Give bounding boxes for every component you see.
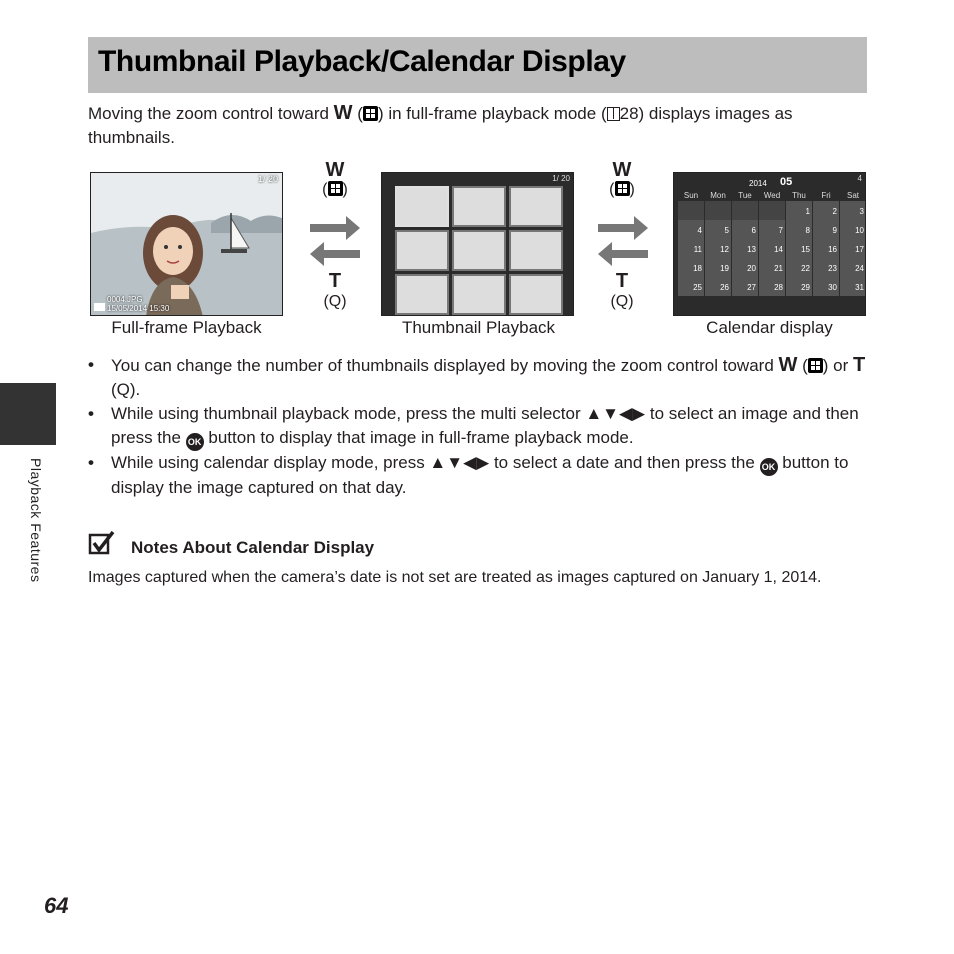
calendar-day[interactable]: 13	[732, 239, 758, 258]
bullet-list	[88, 353, 868, 500]
calendar-day[interactable]: 8	[786, 220, 812, 239]
t-symbol: T	[853, 354, 866, 376]
arrows-1	[308, 213, 362, 269]
bullet-2-text-2: button to display that image in full-frame playback mode.	[203, 428, 634, 447]
calendar-day[interactable]: 2	[813, 201, 839, 220]
calendar-day[interactable]: 24	[840, 258, 866, 277]
calendar-day[interactable]: 12	[705, 239, 731, 258]
intro-text-1: Moving the zoom control toward	[88, 104, 334, 123]
calendar-weekday: Fri	[821, 191, 831, 200]
t-sub: (Q)	[111, 380, 136, 399]
zoom-w-icon-1: ( )	[322, 181, 348, 198]
calendar-weekday: Tue	[738, 191, 752, 200]
calendar-day[interactable]: 9	[813, 220, 839, 239]
title-bar	[88, 37, 867, 93]
intro-text-2: in full-frame playback mode (	[383, 104, 607, 123]
calendar-day[interactable]: 20	[732, 258, 758, 277]
thumbnail-screen	[381, 172, 574, 316]
calendar-day[interactable]: 11	[678, 239, 704, 258]
calendar-day[interactable]: 10	[840, 220, 866, 239]
calendar-weekday: Mon	[710, 191, 726, 200]
calendar-day[interactable]: 26	[705, 277, 731, 296]
note-text: Images captured when the camera’s date is not set are treated as images captured on January 1, 2014.	[88, 569, 822, 586]
zoom-w-icon-2: ( )	[609, 181, 635, 198]
calendar-day[interactable]: 7	[759, 220, 785, 239]
bullet-3-text-2: button to display the image captured on that day.	[111, 453, 849, 497]
full-frame-screen	[90, 172, 283, 316]
calendar-day[interactable]: 31	[840, 277, 866, 296]
calendar-day[interactable]: 30	[813, 277, 839, 296]
calendar-day[interactable]: 25	[678, 277, 704, 296]
thumb-counter: 1/ 20	[552, 174, 570, 183]
calendar-day[interactable]: 29	[786, 277, 812, 296]
thumbnail[interactable]	[509, 274, 563, 315]
calendar-day[interactable]: 21	[759, 258, 785, 277]
calendar-day[interactable]: 22	[786, 258, 812, 277]
thumbnail[interactable]	[395, 186, 449, 227]
calendar-day[interactable]: 4	[678, 220, 704, 239]
thumbnail-icon	[328, 181, 343, 196]
calendar-weekday: Thu	[792, 191, 806, 200]
calendar-year: 2014	[749, 179, 767, 188]
w-symbol: W	[333, 102, 353, 124]
thumbnail[interactable]	[509, 230, 563, 271]
ok-icon: OK	[760, 458, 778, 476]
full-counter: 1/ 20	[257, 174, 278, 184]
thumbnail-icon	[615, 181, 630, 196]
bullet-1-text: You can change the number of thumbnails displayed by moving the zoom control toward	[111, 356, 779, 375]
bullet-1: • You can change the number of thumbnails displayed by moving the zoom control toward W ( ) or T (Q).	[88, 353, 868, 402]
zoom-w-label-1: W	[325, 159, 345, 181]
calendar-day[interactable]: 5	[705, 220, 731, 239]
calendar-day[interactable]: 3	[840, 201, 866, 220]
full-date: 15/05/2014 15:30	[107, 304, 170, 313]
calendar-caption: Calendar display	[706, 318, 833, 337]
checkmark-note-icon	[88, 531, 116, 557]
calendar-day[interactable]: 15	[786, 239, 812, 258]
thumbnail[interactable]	[395, 274, 449, 315]
calendar-day	[705, 201, 731, 220]
intro-paragraph: Moving the zoom control toward W ( ) in full-frame playback mode ( 28) displays images as thumbnails.	[88, 102, 793, 147]
page-title: Thumbnail Playback/Calendar Display	[98, 45, 626, 78]
calendar-day[interactable]: 17	[840, 239, 866, 258]
calendar-day[interactable]: 1	[786, 201, 812, 220]
thumbnail[interactable]	[509, 186, 563, 227]
calendar-count: 4	[857, 174, 862, 183]
zoom-t-label-1: T	[328, 270, 342, 292]
note-heading: Notes About Calendar Display	[131, 538, 375, 557]
calendar-day[interactable]: 14	[759, 239, 785, 258]
full-frame-caption: Full-frame Playback	[111, 318, 262, 337]
calendar-day[interactable]: 23	[813, 258, 839, 277]
intro-text-3: 28) displays images as thumbnails.	[88, 104, 793, 147]
calendar-day[interactable]: 6	[732, 220, 758, 239]
calendar-day[interactable]: 16	[813, 239, 839, 258]
section-label: Playback Features	[28, 458, 44, 583]
ok-icon: OK	[186, 433, 204, 451]
calendar-day[interactable]: 18	[678, 258, 704, 277]
calendar-month: 05	[780, 176, 793, 188]
thumbnail[interactable]	[452, 186, 506, 227]
battery-icon	[94, 303, 105, 311]
page-number: 64	[44, 893, 69, 918]
calendar-day[interactable]: 19	[705, 258, 731, 277]
zoom-t-label-2: T	[615, 270, 629, 292]
calendar-weekday: Sat	[846, 191, 859, 200]
thumbnail-caption: Thumbnail Playback	[401, 318, 556, 337]
bullet-1-or: or	[828, 356, 854, 375]
zoom-w-label-2: W	[612, 159, 632, 181]
calendar-weekday: Sun	[683, 191, 699, 200]
bullet-2	[88, 402, 868, 451]
section-tab	[0, 383, 56, 445]
arrows-2	[596, 213, 650, 269]
calendar-day[interactable]: 27	[732, 277, 758, 296]
bullet-3-text-1: While using calendar display mode, press ▲▼◀▶ to select a date and then press the	[111, 453, 760, 472]
calendar-day	[678, 201, 704, 220]
bullet-2-text-1: While using thumbnail playback mode, press the multi selector ▲▼◀▶ to select an image and then press the	[111, 404, 859, 447]
zoom-t-sub-1: (Q)	[323, 293, 347, 310]
w-symbol: W	[778, 354, 798, 376]
full-filename: 0004.JPG	[107, 295, 143, 304]
calendar-day	[759, 201, 785, 220]
bullet-3	[88, 451, 868, 500]
calendar-day[interactable]: 28	[759, 277, 785, 296]
book-reference-icon	[607, 107, 620, 121]
calendar-day	[732, 201, 758, 220]
thumbnail[interactable]	[395, 230, 449, 271]
calendar-screen	[673, 172, 866, 316]
calendar-weekday: Wed	[763, 191, 781, 200]
thumbnail[interactable]	[452, 230, 506, 271]
thumbnail-icon	[363, 106, 378, 121]
thumbnail[interactable]	[452, 274, 506, 315]
zoom-t-sub-2: (Q)	[610, 293, 634, 310]
thumbnail-icon	[808, 358, 823, 373]
